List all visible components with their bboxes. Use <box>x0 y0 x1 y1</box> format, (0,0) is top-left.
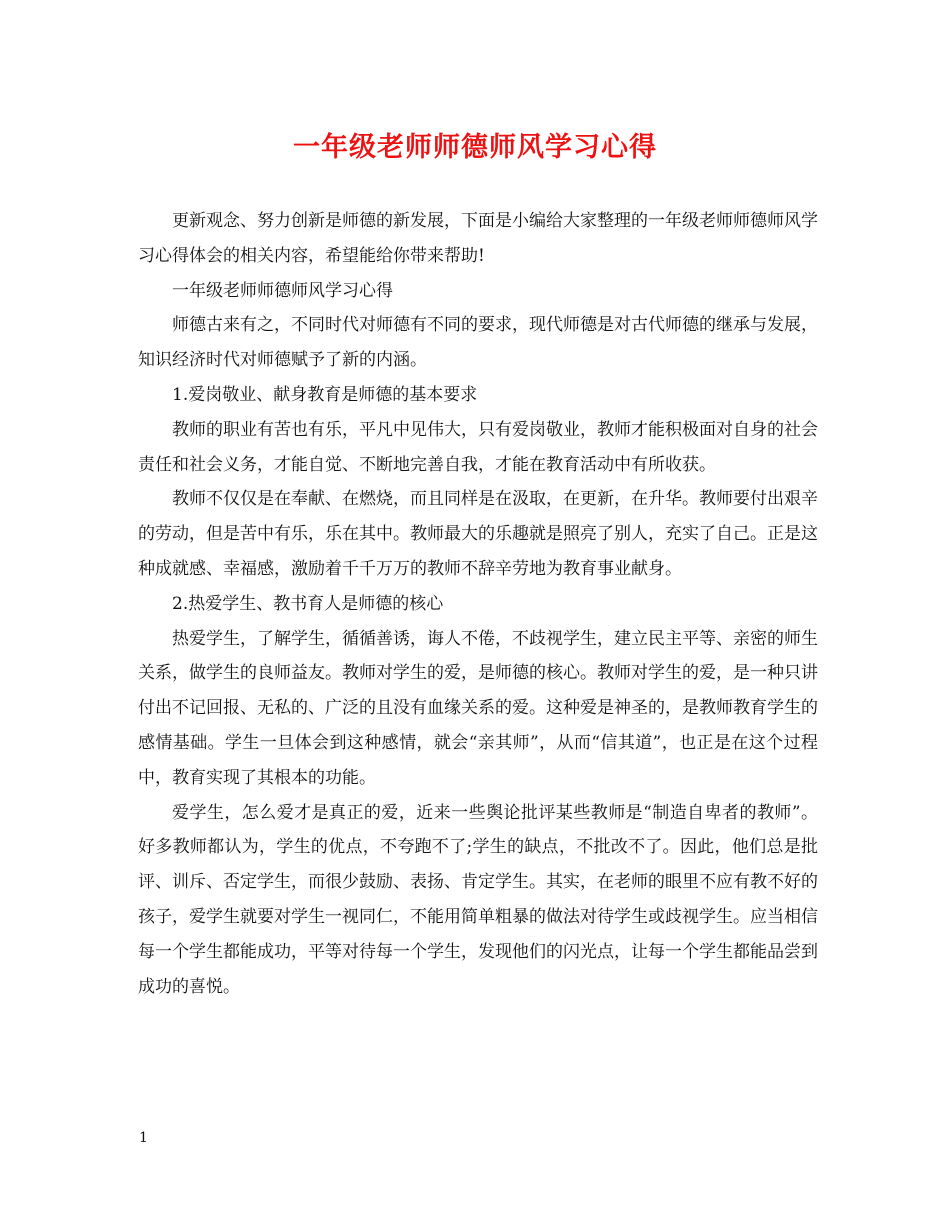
paragraph: 爱学生，怎么爱才是真正的爱，近来一些舆论批评某些教师是“制造自卑者的教师”。好多教师都认为，学生的优点，不夸跑不了;学生的缺点，不批改不了。因此，他们总是批评、训斥、否定学生，而很少鼓励、表扬、肯定学生。其实，在老师的眼里不应有教不好的孩子，爱学生就要对学生一视同仁，不能用简单粗暴的做法对待学生或歧视学生。应当相信每一个学生都能成功，平等对待每一个学生，发现他们的闪光点，让每一个学生都能品尝到成功的喜悦。 <box>138 802 818 997</box>
paragraph: 教师的职业有苦也有乐，平凡中见伟大，只有爱岗敬业，教师才能积极面对自身的社会责任和社会义务，才能自觉、不断地完善自我，才能在教育活动中有所收获。 <box>138 419 818 475</box>
page-number: 1 <box>139 1130 148 1146</box>
paragraph: 教师不仅仅是在奉献、在燃烧，而且同样是在汲取，在更新，在升华。教师要付出艰辛的劳动，但是苦中有乐，乐在其中。教师最大的乐趣就是照亮了别人，充实了自己。正是这种成就感、幸福感，激励着千千万万的教师不辞辛劳地为教育事业献身。 <box>138 489 818 579</box>
paragraph: 一年级老师师德师风学习心得 <box>172 280 393 301</box>
document-title: 一年级老师师德师风学习心得 <box>293 132 657 163</box>
document-body <box>138 204 818 1004</box>
paragraph: 热爱学生，了解学生，循循善诱，诲人不倦，不歧视学生，建立民主平等、亲密的师生关系，做学生的良师益友。教师对学生的爱，是师德的核心。教师对学生的爱，是一种只讲付出不记回报、无私的、广泛的且没有血缘关系的爱。这种爱是神圣的，是教师教育学生的感情基础。学生一旦体会到这种感情，就会“亲其师”，从而“信其道”，也正是在这个过程中，教育实现了其根本的功能。 <box>138 628 818 788</box>
section-heading: 2.热爱学生、教书育人是师德的核心 <box>172 593 444 614</box>
paragraph: 师德古来有之，不同时代对师德有不同的要求，现代师德是对古代师德的继承与发展，知识经济时代对师德赋予了新的内涵。 <box>138 315 818 371</box>
section-heading: 1.爱岗敬业、献身教育是师德的基本要求 <box>172 384 478 405</box>
paragraph: 更新观念、努力创新是师德的新发展，下面是小编给大家整理的一年级老师师德师风学习心得体会的相关内容，希望能给你带来帮助! <box>138 211 818 266</box>
